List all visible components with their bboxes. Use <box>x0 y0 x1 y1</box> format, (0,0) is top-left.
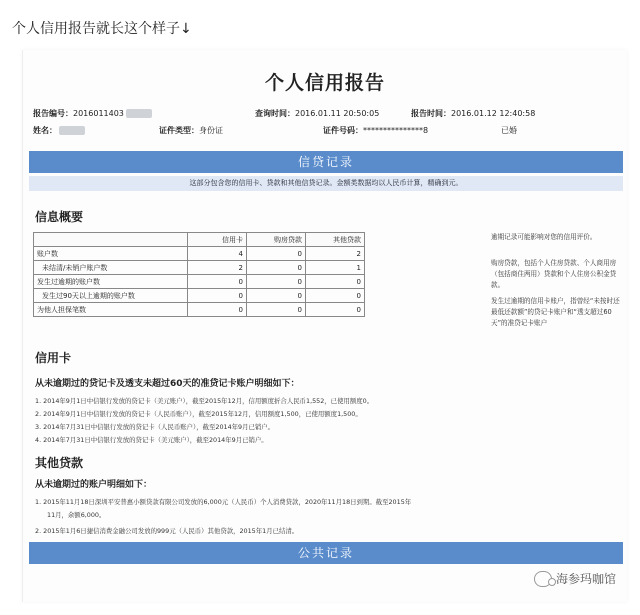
table-header-blank <box>34 233 188 247</box>
cell-value: 0 <box>306 303 365 317</box>
table-row <box>34 303 365 317</box>
id-number: 证件号码：***************8 <box>323 126 429 135</box>
col-header: 其他贷款 <box>306 233 365 247</box>
list-item: 3. 2014年7月31日中信银行发放的贷记卡（人民币账户），截至2014年9月已销户。 <box>35 423 275 431</box>
col-header: 信用卡 <box>188 233 247 247</box>
list-item: 11月，余额6,000。 <box>47 511 106 519</box>
post-caption: 个人信用报告就长这个样子↓ <box>12 21 192 37</box>
side-note: 购房贷款，包括个人住房贷款、个人商用房（包括商住两用）贷款和个人住房公积金贷款。 <box>491 259 617 289</box>
id-type: 证件类型：身份证 <box>159 126 223 135</box>
info-summary-heading: 信息概要 <box>35 210 84 224</box>
col-header: 购房贷款 <box>247 233 306 247</box>
table-row <box>34 261 365 275</box>
redaction-block <box>126 109 152 118</box>
cell-value: 4 <box>188 247 247 261</box>
row-label: 发生过90天以上逾期的账户数 <box>34 289 188 303</box>
cell-value: 0 <box>247 275 306 289</box>
report-number: 报告编号：2016011403 <box>33 108 152 119</box>
list-item: 2. 2015年1月6日捷信消费金融公司发放的999元（人民币）其他贷款，2015年1月已结清。 <box>35 527 299 535</box>
table-row <box>34 247 365 261</box>
account-name: 海参玛咖馆 <box>555 572 616 586</box>
list-item: 1. 2014年9月1日中信银行发放的贷记卡（美元账户），截至2015年12月，信用额度折合人民币1,552，已使用额度0。 <box>35 397 374 405</box>
credit-card-heading: 信用卡 <box>35 351 72 365</box>
row-label: 为他人担保笔数 <box>34 303 188 317</box>
table-row <box>34 275 365 289</box>
cell-value: 0 <box>188 303 247 317</box>
credit-report-page <box>22 50 627 602</box>
cell-value: 2 <box>306 247 365 261</box>
info-summary-table <box>33 232 365 317</box>
cell-value: 0 <box>247 289 306 303</box>
table-header-row <box>34 233 365 247</box>
cell-value: 0 <box>188 289 247 303</box>
public-records-banner: 公共记录 <box>29 542 623 564</box>
wechat-icon <box>534 571 552 587</box>
row-label: 发生过逾期的账户数 <box>34 275 188 289</box>
report-time: 报告时间：2016.01.12 12:40:58 <box>411 109 536 118</box>
other-loans-heading: 其他贷款 <box>35 456 84 470</box>
side-note: 逾期记录可能影响对您的信用评价。 <box>491 233 597 241</box>
cell-value: 1 <box>306 261 365 275</box>
table-row <box>34 289 365 303</box>
cell-value: 0 <box>188 275 247 289</box>
cell-value: 0 <box>247 261 306 275</box>
side-note: 发生过逾期的信用卡账户，指曾经“未按时还最低还款额”的贷记卡账户和“透支超过60天”的准贷记卡账户 <box>491 297 620 327</box>
wechat-account-stamp <box>534 570 616 587</box>
list-item: 2. 2014年9月1日中信银行发放的贷记卡（人民币账户），截至2015年12月，信用额度1,500，已使用额度1,500。 <box>35 410 362 418</box>
name-field: 姓名： <box>33 125 85 136</box>
marital-status: 已婚 <box>501 126 517 135</box>
cell-value: 2 <box>188 261 247 275</box>
credit-records-banner: 信贷记录 <box>29 151 623 173</box>
other-loans-subheading: 从未逾期过的账户明细如下： <box>35 480 153 490</box>
credit-card-subheading: 从未逾期过的贷记卡及透支未超过60天的准贷记卡账户明细如下： <box>35 379 300 389</box>
report-title: 个人信用报告 <box>264 72 385 94</box>
redaction-block <box>59 126 85 135</box>
row-label: 账户数 <box>34 247 188 261</box>
query-time: 查询时间：2016.01.11 20:50:05 <box>255 109 380 118</box>
credit-records-note: 这部分包含您的信用卡、贷款和其他信贷记录。金额类数据均以人民币计算，精确到元。 <box>29 176 623 191</box>
list-item: 1. 2015年11月18日深圳平安普惠小额贷款有限公司发放的6,000元（人民币）个人消费贷款，2020年11月18日到期。截至2015年 <box>35 498 412 506</box>
row-label: 未结清/未销户账户数 <box>34 261 188 275</box>
cell-value: 0 <box>306 275 365 289</box>
cell-value: 0 <box>247 303 306 317</box>
list-item: 4. 2014年7月31日中信银行发放的贷记卡（美元账户），截至2014年9月已销户。 <box>35 436 268 444</box>
cell-value: 0 <box>247 247 306 261</box>
cell-value: 0 <box>306 289 365 303</box>
